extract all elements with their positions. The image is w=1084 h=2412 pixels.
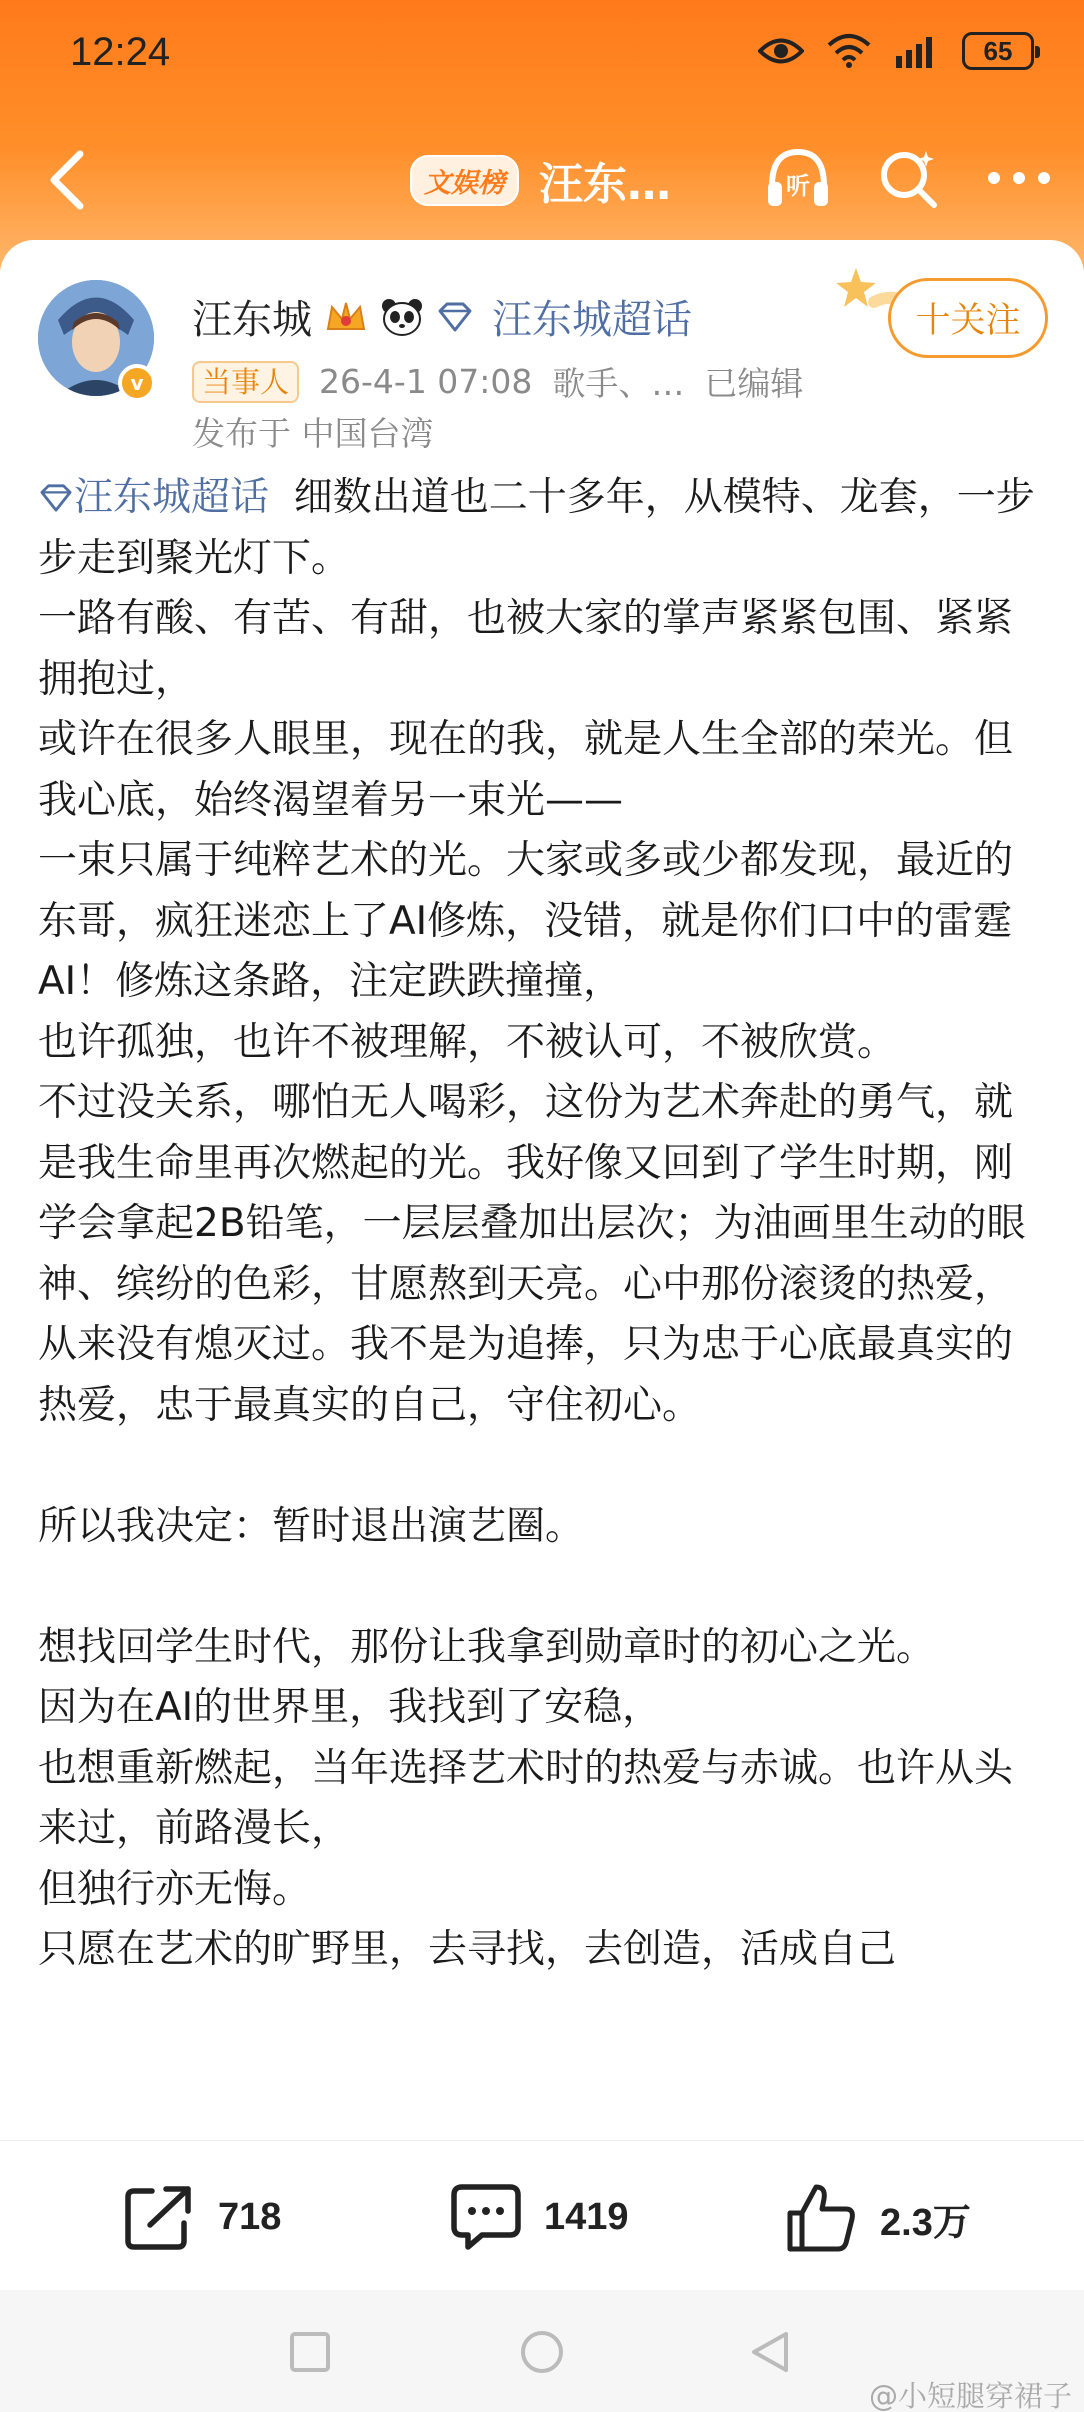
home-icon[interactable]	[518, 2328, 566, 2376]
verified-badge-icon: v	[118, 364, 156, 402]
status-time: 12:24	[70, 30, 171, 74]
nav-bar	[0, 120, 1084, 240]
more-icon[interactable]	[984, 168, 1054, 188]
comment-icon	[448, 2181, 524, 2253]
thumbs-up-icon	[784, 2181, 860, 2255]
status-icons	[758, 32, 1034, 70]
recent-apps-icon[interactable]	[288, 2330, 332, 2374]
post-meta	[192, 358, 803, 405]
panda-icon	[380, 297, 424, 337]
wifi-icon	[826, 33, 872, 69]
action-bar	[0, 2140, 1084, 2290]
post-location: 发布于 中国台湾	[192, 414, 434, 453]
author-name[interactable]: 汪东城	[192, 297, 312, 343]
like-count: 2.3万	[880, 2201, 971, 2244]
edited-label[interactable]: 已编辑	[704, 364, 804, 403]
inline-topic-name: 汪东城超话	[74, 475, 270, 520]
nav-title-group[interactable]	[410, 148, 671, 212]
listen-icon[interactable]	[762, 142, 834, 214]
nav-title: 汪东…	[539, 159, 671, 210]
system-nav-bar	[0, 2290, 1084, 2412]
status-bar	[0, 0, 1084, 115]
super-topic-link[interactable]: 汪东城超话	[492, 297, 692, 343]
follow-label: 十关注	[915, 301, 1021, 341]
share-count: 718	[218, 2195, 282, 2238]
back-arrow-icon[interactable]	[30, 140, 110, 220]
back-nav-icon[interactable]	[748, 2328, 792, 2376]
comment-action[interactable]	[448, 2181, 629, 2253]
nav-actions	[762, 142, 1054, 214]
crown-icon	[324, 297, 368, 337]
battery-icon: 65	[962, 32, 1034, 70]
eye-icon	[758, 36, 804, 66]
signal-icon	[894, 34, 940, 68]
role-tag: 当事人	[192, 361, 299, 403]
comment-count: 1419	[544, 2195, 629, 2238]
post-body	[38, 468, 1048, 1981]
share-icon	[122, 2181, 198, 2253]
post-body-text: 细数出道也二十多年，从模特、龙套，一步步走到聚光灯下。 一路有酸、有苦、有甜，也被大家的掌声紧紧包围、紧紧拥抱过， 或许在很多人眼里，现在的我，就是人生全部的荣光。但我心底，始终渴望着另一束光—— 一束只属于纯粹艺术的光。大家或多或少都发现，最近的东哥，疯狂迷恋上了AI修炼，没错，就是你们口中的雷霆AI！修炼这条路，注定跌跌撞撞， 也许孤独，也许不被理解，不被认可，不被欣赏。 不过没关系，哪怕无人喝彩，这份为艺术奔赴的勇气，就是我生命里再次燃起的光。我好像又回到了学生时期，刚学会拿起2B铅笔，一层层叠加出层次；为油画里生动的眼神、缤纷的色彩，甘愿熬到天亮。心中那份滚烫的热爱，从来没有熄灭过。我不是为追捧，只为忠于心底最真实的热爱，忠于最真实的自己，守住初心。 所以我决定：暂时退出演艺圈。 想找回学生时代，那份让我拿到勋章时的初心之光。 因为在AI的世界里，我找到了安稳， 也想重新燃起，当年选择艺术时的热爱与赤诚。也许从头来过，前路漫长， 但独行亦无悔。 只愿在艺术的旷野里，去寻找，去创造，活成自己	[38, 475, 1035, 1972]
watermark: @小短腿穿裙子	[868, 2379, 1072, 2412]
user-row	[192, 288, 692, 345]
like-action[interactable]	[784, 2181, 971, 2255]
entertainment-rank-badge[interactable]: 文娱榜	[410, 155, 519, 206]
post-source[interactable]: 歌手、…	[552, 364, 685, 403]
post-time: 26-4-1 07:08	[319, 362, 533, 401]
share-action[interactable]	[122, 2181, 281, 2253]
svg-text:听: 听	[786, 172, 810, 200]
diamond-icon	[38, 483, 74, 513]
diamond-icon	[436, 301, 474, 333]
inline-topic-link[interactable]	[38, 475, 269, 520]
post-card	[0, 240, 1084, 2140]
follow-button[interactable]	[888, 278, 1048, 358]
search-icon[interactable]	[874, 143, 944, 213]
